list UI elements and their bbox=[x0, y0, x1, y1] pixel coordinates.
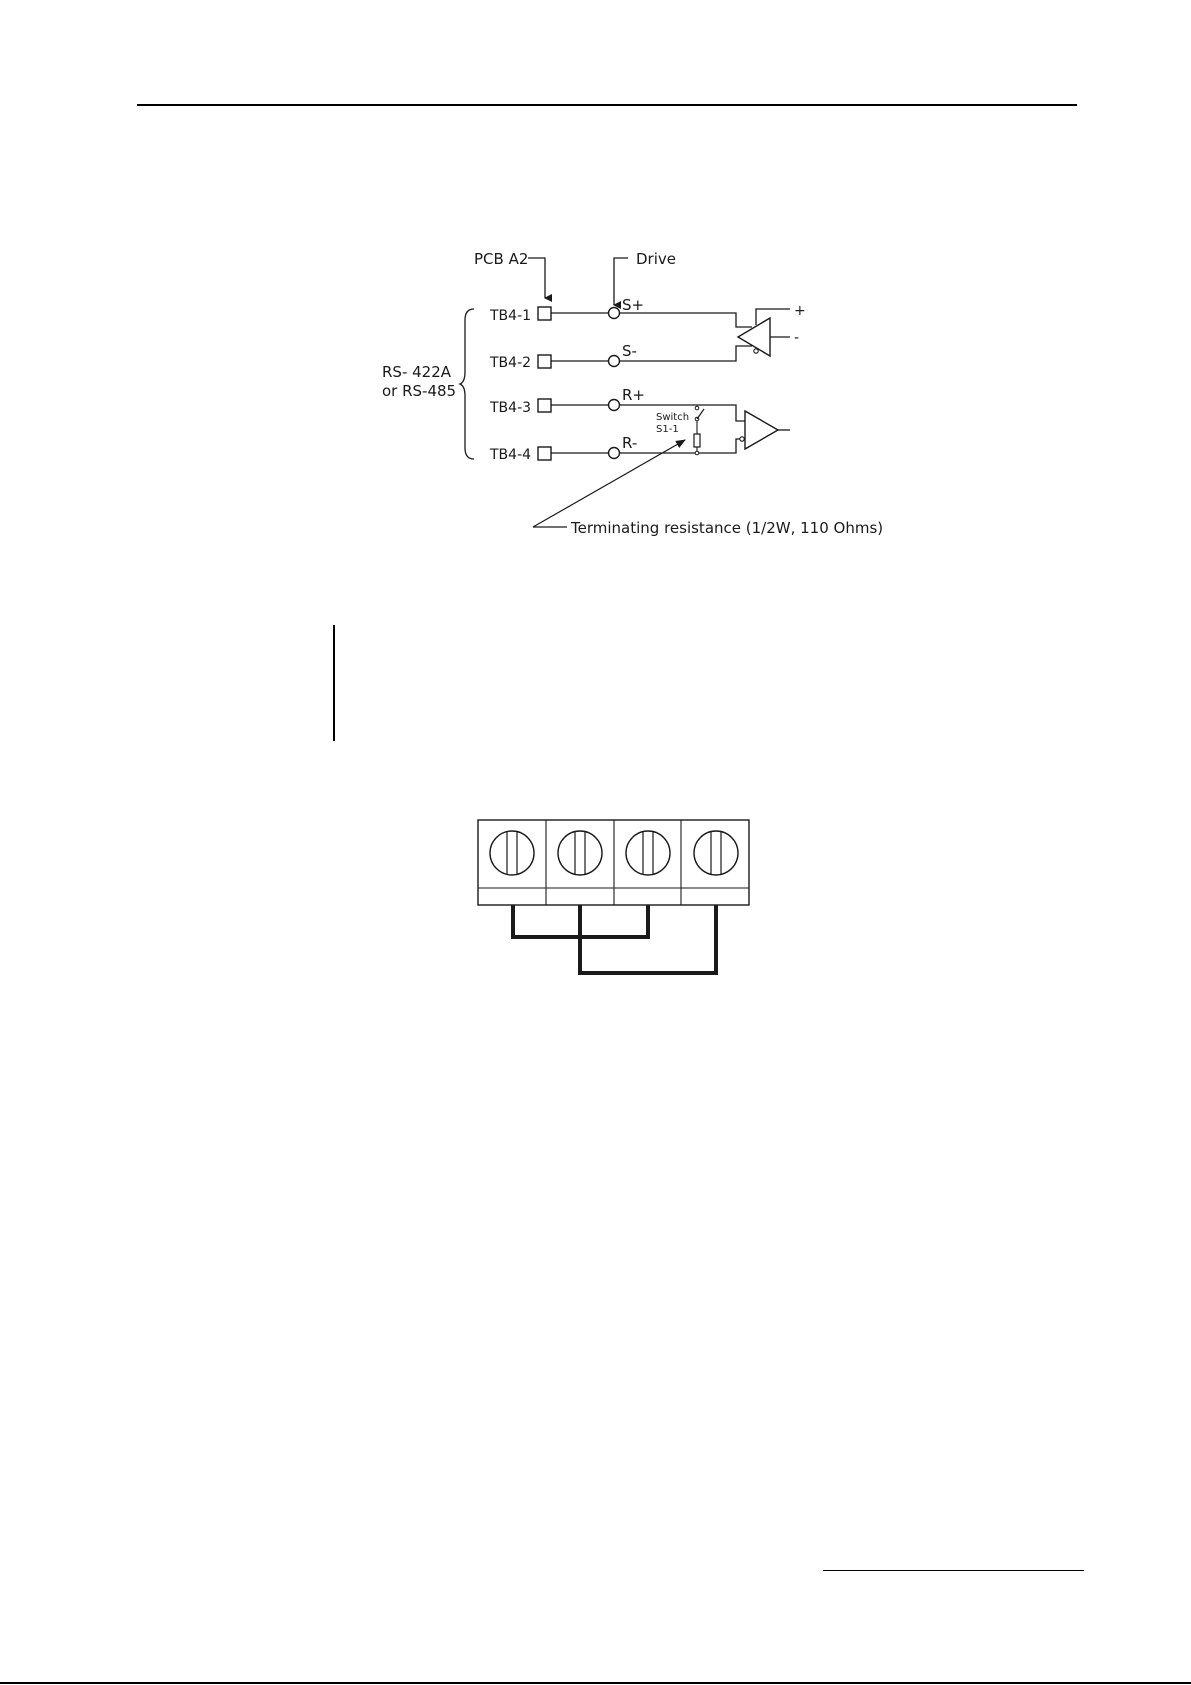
bus-label-line1: RS- 422A bbox=[382, 363, 452, 381]
terminal-label-tb4-1: TB4-1 bbox=[490, 308, 532, 324]
termination-note: Terminating resistance (1/2W, 110 Ohms) bbox=[571, 519, 884, 537]
drive-label: Drive bbox=[636, 250, 676, 268]
terminal-screw-3 bbox=[626, 831, 670, 875]
terminal-label-tb4-4: TB4-4 bbox=[490, 447, 532, 463]
terminal-screw-1 bbox=[490, 831, 534, 875]
driver-minus-sign: - bbox=[794, 330, 800, 346]
terminal-screw-4 bbox=[694, 831, 738, 875]
signal-label-s-plus: S+ bbox=[622, 296, 645, 314]
terminal-label-tb4-2: TB4-2 bbox=[490, 355, 532, 371]
switch-label-line1: Switch bbox=[656, 412, 690, 423]
signal-label-r-minus: R- bbox=[622, 434, 638, 452]
driver-plus-sign: + bbox=[794, 303, 806, 319]
terminal-label-tb4-3: TB4-3 bbox=[490, 400, 532, 416]
signal-label-s-minus: S- bbox=[622, 342, 637, 360]
terminal-screw-2 bbox=[558, 831, 602, 875]
pcb-label: PCB A2 bbox=[474, 250, 529, 268]
signal-label-r-plus: R+ bbox=[622, 386, 645, 404]
switch-label-line2: S1-1 bbox=[656, 424, 679, 435]
bus-label-line2: or RS-485 bbox=[382, 382, 457, 400]
